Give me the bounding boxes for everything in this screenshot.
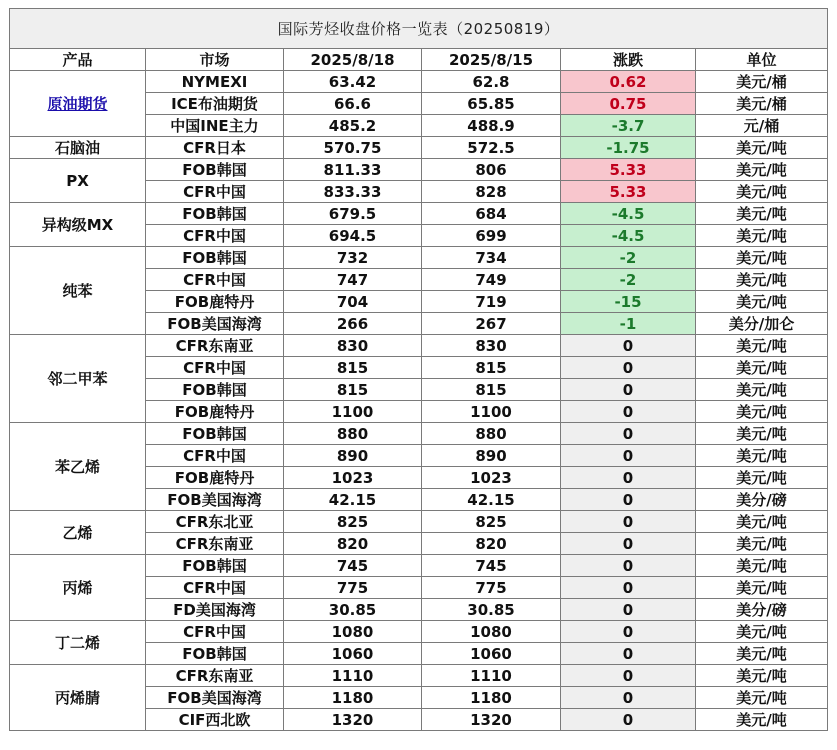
price-date-2-cell: 30.85 [422,599,561,621]
change-cell: -15 [561,291,696,313]
product-link[interactable]: 原油期货 [47,95,108,113]
market-cell: FOB美国海湾 [146,489,284,511]
table-row [10,423,828,445]
change-cell: 0 [561,599,696,621]
table-title: 国际芳烃收盘价格一览表（20250819） [10,9,828,49]
header-product: 产品 [10,49,146,71]
price-date-2-cell: 42.15 [422,489,561,511]
change-cell: 5.33 [561,181,696,203]
price-date-1-cell: 1100 [284,401,422,423]
price-date-2-cell: 699 [422,225,561,247]
change-cell: -3.7 [561,115,696,137]
change-cell: 0 [561,687,696,709]
table-row [10,621,828,643]
price-date-1-cell: 833.33 [284,181,422,203]
price-date-2-cell: 1320 [422,709,561,731]
unit-cell: 美元/吨 [696,225,828,247]
price-date-2-cell: 815 [422,357,561,379]
price-date-2-cell: 880 [422,423,561,445]
unit-cell: 美元/吨 [696,467,828,489]
product-cell: 丙烯 [10,555,146,621]
market-cell: FOB韩国 [146,643,284,665]
price-date-2-cell: 830 [422,335,561,357]
table-row [10,335,828,357]
price-date-2-cell: 1080 [422,621,561,643]
product-cell: PX [10,159,146,203]
change-cell: -1.75 [561,137,696,159]
price-date-1-cell: 266 [284,313,422,335]
price-date-2-cell: 719 [422,291,561,313]
price-date-1-cell: 815 [284,357,422,379]
unit-cell: 美元/吨 [696,643,828,665]
price-date-1-cell: 1180 [284,687,422,709]
product-cell: 丙烯腈 [10,665,146,731]
header-date-2: 2025/8/15 [422,49,561,71]
price-date-1-cell: 811.33 [284,159,422,181]
unit-cell: 美元/吨 [696,335,828,357]
unit-cell: 美元/吨 [696,401,828,423]
table-row [10,203,828,225]
unit-cell: 美元/吨 [696,511,828,533]
market-cell: CFR中国 [146,269,284,291]
product-cell: 异构级MX [10,203,146,247]
table-row [10,511,828,533]
price-date-1-cell: 1080 [284,621,422,643]
change-cell: -4.5 [561,203,696,225]
change-cell: 0 [561,643,696,665]
price-date-1-cell: 694.5 [284,225,422,247]
price-date-1-cell: 820 [284,533,422,555]
header-date-1: 2025/8/18 [284,49,422,71]
change-cell: -2 [561,269,696,291]
market-cell: CFR中国 [146,357,284,379]
change-cell: 0 [561,357,696,379]
market-cell: FOB韩国 [146,159,284,181]
header-change: 涨跌 [561,49,696,71]
change-cell: 0 [561,467,696,489]
unit-cell: 美元/吨 [696,665,828,687]
price-table-container [9,8,828,731]
unit-cell: 美元/吨 [696,269,828,291]
price-date-1-cell: 890 [284,445,422,467]
market-cell: FOB韩国 [146,423,284,445]
price-date-1-cell: 42.15 [284,489,422,511]
market-cell: CFR东北亚 [146,511,284,533]
price-date-2-cell: 1060 [422,643,561,665]
price-table [9,8,828,731]
market-cell: CFR中国 [146,577,284,599]
price-date-1-cell: 880 [284,423,422,445]
unit-cell: 美元/吨 [696,533,828,555]
price-date-1-cell: 732 [284,247,422,269]
change-cell: 0 [561,555,696,577]
market-cell: FOB鹿特丹 [146,467,284,489]
price-date-2-cell: 734 [422,247,561,269]
change-cell: 0 [561,489,696,511]
unit-cell: 美元/吨 [696,445,828,467]
market-cell: FOB鹿特丹 [146,401,284,423]
unit-cell: 美元/吨 [696,181,828,203]
price-date-1-cell: 1060 [284,643,422,665]
change-cell: -2 [561,247,696,269]
price-date-1-cell: 63.42 [284,71,422,93]
change-cell: 0.62 [561,71,696,93]
unit-cell: 美元/吨 [696,709,828,731]
unit-cell: 美元/吨 [696,555,828,577]
product-cell: 丁二烯 [10,621,146,665]
price-date-2-cell: 572.5 [422,137,561,159]
market-cell: CFR中国 [146,445,284,467]
unit-cell: 美元/吨 [696,379,828,401]
price-date-1-cell: 815 [284,379,422,401]
price-date-2-cell: 488.9 [422,115,561,137]
table-row [10,665,828,687]
price-date-1-cell: 1320 [284,709,422,731]
change-cell: 0 [561,379,696,401]
unit-cell: 美元/吨 [696,621,828,643]
change-cell: -4.5 [561,225,696,247]
market-cell: CFR中国 [146,181,284,203]
product-cell: 乙烯 [10,511,146,555]
unit-cell: 美元/桶 [696,71,828,93]
price-date-1-cell: 747 [284,269,422,291]
header-unit: 单位 [696,49,828,71]
change-cell: 0 [561,665,696,687]
unit-cell: 美元/吨 [696,357,828,379]
change-cell: 0 [561,401,696,423]
unit-cell: 美元/吨 [696,423,828,445]
price-date-1-cell: 704 [284,291,422,313]
price-date-2-cell: 1180 [422,687,561,709]
table-row [10,555,828,577]
header-market: 市场 [146,49,284,71]
market-cell: FOB韩国 [146,247,284,269]
price-date-1-cell: 66.6 [284,93,422,115]
price-date-1-cell: 679.5 [284,203,422,225]
table-row [10,159,828,181]
unit-cell: 美元/吨 [696,247,828,269]
price-date-2-cell: 825 [422,511,561,533]
price-date-1-cell: 1023 [284,467,422,489]
product-cell: 纯苯 [10,247,146,335]
price-date-1-cell: 30.85 [284,599,422,621]
price-date-1-cell: 570.75 [284,137,422,159]
market-cell: ICE布油期货 [146,93,284,115]
price-date-2-cell: 62.8 [422,71,561,93]
unit-cell: 美元/吨 [696,137,828,159]
unit-cell: 美元/吨 [696,687,828,709]
price-date-1-cell: 745 [284,555,422,577]
price-date-2-cell: 684 [422,203,561,225]
unit-cell: 元/桶 [696,115,828,137]
price-date-1-cell: 485.2 [284,115,422,137]
table-row [10,71,828,93]
market-cell: CFR东南亚 [146,335,284,357]
price-date-2-cell: 745 [422,555,561,577]
change-cell: 0 [561,335,696,357]
product-cell: 邻二甲苯 [10,335,146,423]
table-row [10,247,828,269]
price-date-2-cell: 828 [422,181,561,203]
header-row [10,49,828,71]
price-date-2-cell: 1110 [422,665,561,687]
product-cell: 石脑油 [10,137,146,159]
unit-cell: 美分/加仑 [696,313,828,335]
unit-cell: 美元/吨 [696,203,828,225]
change-cell: -1 [561,313,696,335]
price-date-2-cell: 815 [422,379,561,401]
market-cell: CFR中国 [146,225,284,247]
market-cell: CIF西北欧 [146,709,284,731]
market-cell: FOB美国海湾 [146,687,284,709]
price-date-2-cell: 65.85 [422,93,561,115]
market-cell: FD美国海湾 [146,599,284,621]
price-date-2-cell: 820 [422,533,561,555]
unit-cell: 美分/磅 [696,599,828,621]
price-date-2-cell: 749 [422,269,561,291]
price-date-2-cell: 806 [422,159,561,181]
unit-cell: 美元/桶 [696,93,828,115]
unit-cell: 美元/吨 [696,577,828,599]
change-cell: 0.75 [561,93,696,115]
change-cell: 5.33 [561,159,696,181]
market-cell: FOB韩国 [146,379,284,401]
market-cell: NYMEXI [146,71,284,93]
price-date-2-cell: 1100 [422,401,561,423]
change-cell: 0 [561,577,696,599]
price-date-2-cell: 1023 [422,467,561,489]
change-cell: 0 [561,511,696,533]
table-row [10,137,828,159]
market-cell: FOB美国海湾 [146,313,284,335]
unit-cell: 美分/磅 [696,489,828,511]
product-cell[interactable] [10,71,146,137]
change-cell: 0 [561,709,696,731]
price-date-1-cell: 775 [284,577,422,599]
market-cell: CFR东南亚 [146,665,284,687]
change-cell: 0 [561,423,696,445]
market-cell: CFR东南亚 [146,533,284,555]
change-cell: 0 [561,533,696,555]
price-date-2-cell: 267 [422,313,561,335]
price-date-2-cell: 775 [422,577,561,599]
market-cell: FOB韩国 [146,555,284,577]
market-cell: 中国INE主力 [146,115,284,137]
title-row [10,9,828,49]
price-date-2-cell: 890 [422,445,561,467]
change-cell: 0 [561,445,696,467]
price-date-1-cell: 1110 [284,665,422,687]
price-date-1-cell: 825 [284,511,422,533]
market-cell: CFR中国 [146,621,284,643]
market-cell: CFR日本 [146,137,284,159]
product-cell: 苯乙烯 [10,423,146,511]
unit-cell: 美元/吨 [696,159,828,181]
market-cell: FOB鹿特丹 [146,291,284,313]
market-cell: FOB韩国 [146,203,284,225]
unit-cell: 美元/吨 [696,291,828,313]
change-cell: 0 [561,621,696,643]
price-date-1-cell: 830 [284,335,422,357]
